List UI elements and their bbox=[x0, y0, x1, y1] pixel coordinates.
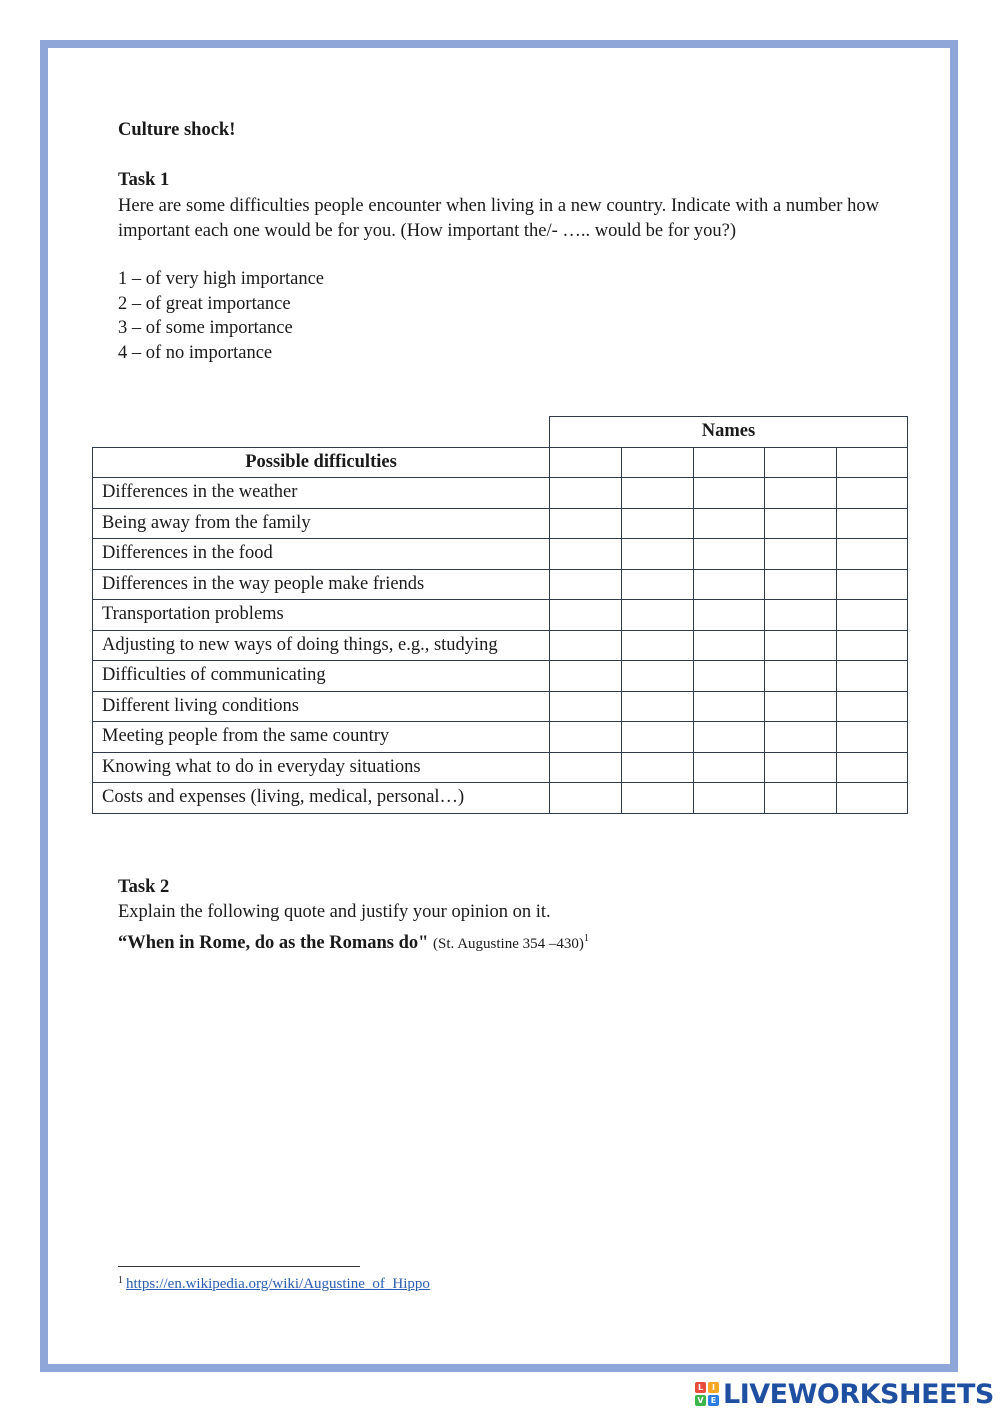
rating-input-cell[interactable] bbox=[550, 691, 622, 722]
rating-input-cell[interactable] bbox=[694, 569, 765, 600]
rating-input-cell[interactable] bbox=[694, 508, 765, 539]
rating-input-cell[interactable] bbox=[622, 478, 694, 509]
rating-input-cell[interactable] bbox=[694, 783, 765, 814]
rating-input-cell[interactable] bbox=[837, 569, 908, 600]
rating-input-cell[interactable] bbox=[694, 752, 765, 783]
rating-input-cell[interactable] bbox=[765, 478, 837, 509]
rating-input-cell[interactable] bbox=[837, 691, 908, 722]
names-header: Names bbox=[550, 417, 908, 448]
rating-input-cell[interactable] bbox=[765, 630, 837, 661]
difficulty-label: Adjusting to new ways of doing things, e.g., studying bbox=[93, 630, 550, 661]
table-row bbox=[93, 783, 908, 814]
rating-input-cell[interactable] bbox=[622, 539, 694, 570]
wikipedia-link[interactable]: https://en.wikipedia.org/wiki/Augustine_of_Hippo bbox=[126, 1276, 430, 1292]
rating-input-cell[interactable] bbox=[765, 508, 837, 539]
rating-input-cell[interactable] bbox=[765, 722, 837, 753]
task2-instructions: Explain the following quote and justify your opinion on it. bbox=[118, 902, 551, 922]
rating-input-cell[interactable] bbox=[694, 691, 765, 722]
table-row bbox=[93, 569, 908, 600]
difficulty-label: Differences in the way people make friends bbox=[93, 569, 550, 600]
rating-input-cell[interactable] bbox=[837, 722, 908, 753]
rating-input-cell[interactable] bbox=[622, 508, 694, 539]
rating-input-cell[interactable] bbox=[765, 569, 837, 600]
rating-input-cell[interactable] bbox=[550, 783, 622, 814]
rating-input-cell[interactable] bbox=[837, 752, 908, 783]
table-row bbox=[93, 508, 908, 539]
difficulty-label: Transportation problems bbox=[93, 600, 550, 631]
table-row bbox=[93, 630, 908, 661]
rating-input-cell[interactable] bbox=[550, 752, 622, 783]
table-row bbox=[93, 691, 908, 722]
rating-input-cell[interactable] bbox=[622, 783, 694, 814]
rating-input-cell[interactable] bbox=[837, 783, 908, 814]
table-row bbox=[93, 478, 908, 509]
rating-input-cell[interactable] bbox=[622, 752, 694, 783]
difficulty-label: Meeting people from the same country bbox=[93, 722, 550, 753]
names-header-row bbox=[93, 417, 908, 448]
table-row bbox=[93, 600, 908, 631]
difficulty-label: Different living conditions bbox=[93, 691, 550, 722]
rating-input-cell[interactable] bbox=[765, 600, 837, 631]
difficulty-label: Costs and expenses (living, medical, personal…) bbox=[93, 783, 550, 814]
quote-line bbox=[118, 933, 589, 954]
rating-input-cell[interactable] bbox=[694, 600, 765, 631]
scale-item: 2 – of great importance bbox=[118, 293, 291, 314]
difficulties-table bbox=[92, 416, 908, 814]
footnote-mark: 1 bbox=[118, 1275, 123, 1286]
rating-input-cell[interactable] bbox=[622, 569, 694, 600]
importance-scale bbox=[118, 267, 324, 366]
rating-input-cell[interactable] bbox=[837, 508, 908, 539]
column-header-row bbox=[93, 447, 908, 478]
rating-input-cell[interactable] bbox=[694, 539, 765, 570]
rating-input-cell[interactable] bbox=[765, 539, 837, 570]
rating-input-cell[interactable] bbox=[694, 722, 765, 753]
table-row bbox=[93, 752, 908, 783]
task2-heading: Task 2 bbox=[118, 877, 170, 897]
rating-input-cell[interactable] bbox=[765, 752, 837, 783]
name-input-cell[interactable] bbox=[837, 447, 908, 478]
rating-input-cell[interactable] bbox=[550, 630, 622, 661]
logo-mark-icon bbox=[695, 1382, 719, 1406]
rating-input-cell[interactable] bbox=[694, 661, 765, 692]
scale-item: 4 – of no importance bbox=[118, 343, 273, 364]
worksheet-title: Culture shock! bbox=[118, 120, 236, 140]
logo-mark-letter: E bbox=[708, 1395, 719, 1406]
logo-text: LIVEWORKSHEETS bbox=[723, 1378, 994, 1410]
rating-input-cell[interactable] bbox=[837, 600, 908, 631]
name-input-cell[interactable] bbox=[622, 447, 694, 478]
table-row bbox=[93, 539, 908, 570]
rating-input-cell[interactable] bbox=[765, 783, 837, 814]
logo-mark-letter: V bbox=[695, 1395, 706, 1406]
empty-corner bbox=[93, 417, 550, 448]
rating-input-cell[interactable] bbox=[694, 478, 765, 509]
name-input-cell[interactable] bbox=[550, 447, 622, 478]
rating-input-cell[interactable] bbox=[550, 600, 622, 631]
rating-input-cell[interactable] bbox=[550, 722, 622, 753]
quote-text: “When in Rome, do as the Romans do" bbox=[118, 933, 429, 953]
task1-instructions: Here are some difficulties people encounter when living in a new country. Indicate with a number how important each one would be for you. (How important the/- ….. would be for you?) bbox=[118, 196, 879, 241]
difficulty-label: Knowing what to do in everyday situations bbox=[93, 752, 550, 783]
rating-input-cell[interactable] bbox=[550, 478, 622, 509]
rating-input-cell[interactable] bbox=[550, 661, 622, 692]
name-input-cell[interactable] bbox=[765, 447, 837, 478]
rating-input-cell[interactable] bbox=[837, 661, 908, 692]
task1-heading: Task 1 bbox=[118, 170, 170, 190]
rating-input-cell[interactable] bbox=[622, 722, 694, 753]
difficulty-label: Difficulties of communicating bbox=[93, 661, 550, 692]
liveworksheets-logo bbox=[695, 1378, 994, 1410]
difficulty-label: Being away from the family bbox=[93, 508, 550, 539]
rating-input-cell[interactable] bbox=[765, 691, 837, 722]
rating-input-cell[interactable] bbox=[550, 508, 622, 539]
rating-input-cell[interactable] bbox=[622, 691, 694, 722]
possible-difficulties-header: Possible difficulties bbox=[93, 447, 550, 478]
table-row bbox=[93, 722, 908, 753]
quote-attribution: (St. Augustine 354 –430) bbox=[433, 936, 584, 952]
rating-input-cell[interactable] bbox=[622, 600, 694, 631]
rating-input-cell[interactable] bbox=[765, 661, 837, 692]
difficulty-label: Differences in the food bbox=[93, 539, 550, 570]
rating-input-cell[interactable] bbox=[550, 539, 622, 570]
name-input-cell[interactable] bbox=[694, 447, 765, 478]
rating-input-cell[interactable] bbox=[622, 661, 694, 692]
rating-input-cell[interactable] bbox=[837, 539, 908, 570]
scale-item: 1 – of very high importance bbox=[118, 269, 325, 289]
logo-mark-letter: L bbox=[695, 1382, 706, 1393]
difficulty-label: Differences in the weather bbox=[93, 478, 550, 509]
footnote-divider bbox=[118, 1266, 360, 1267]
rating-input-cell[interactable] bbox=[837, 630, 908, 661]
table-row bbox=[93, 661, 908, 692]
rating-input-cell[interactable] bbox=[622, 630, 694, 661]
footnote bbox=[118, 1275, 430, 1293]
rating-input-cell[interactable] bbox=[694, 630, 765, 661]
rating-input-cell[interactable] bbox=[837, 478, 908, 509]
rating-input-cell[interactable] bbox=[550, 569, 622, 600]
scale-item: 3 – of some importance bbox=[118, 318, 293, 339]
logo-mark-letter: I bbox=[708, 1382, 719, 1393]
footnote-reference: 1 bbox=[583, 933, 589, 944]
